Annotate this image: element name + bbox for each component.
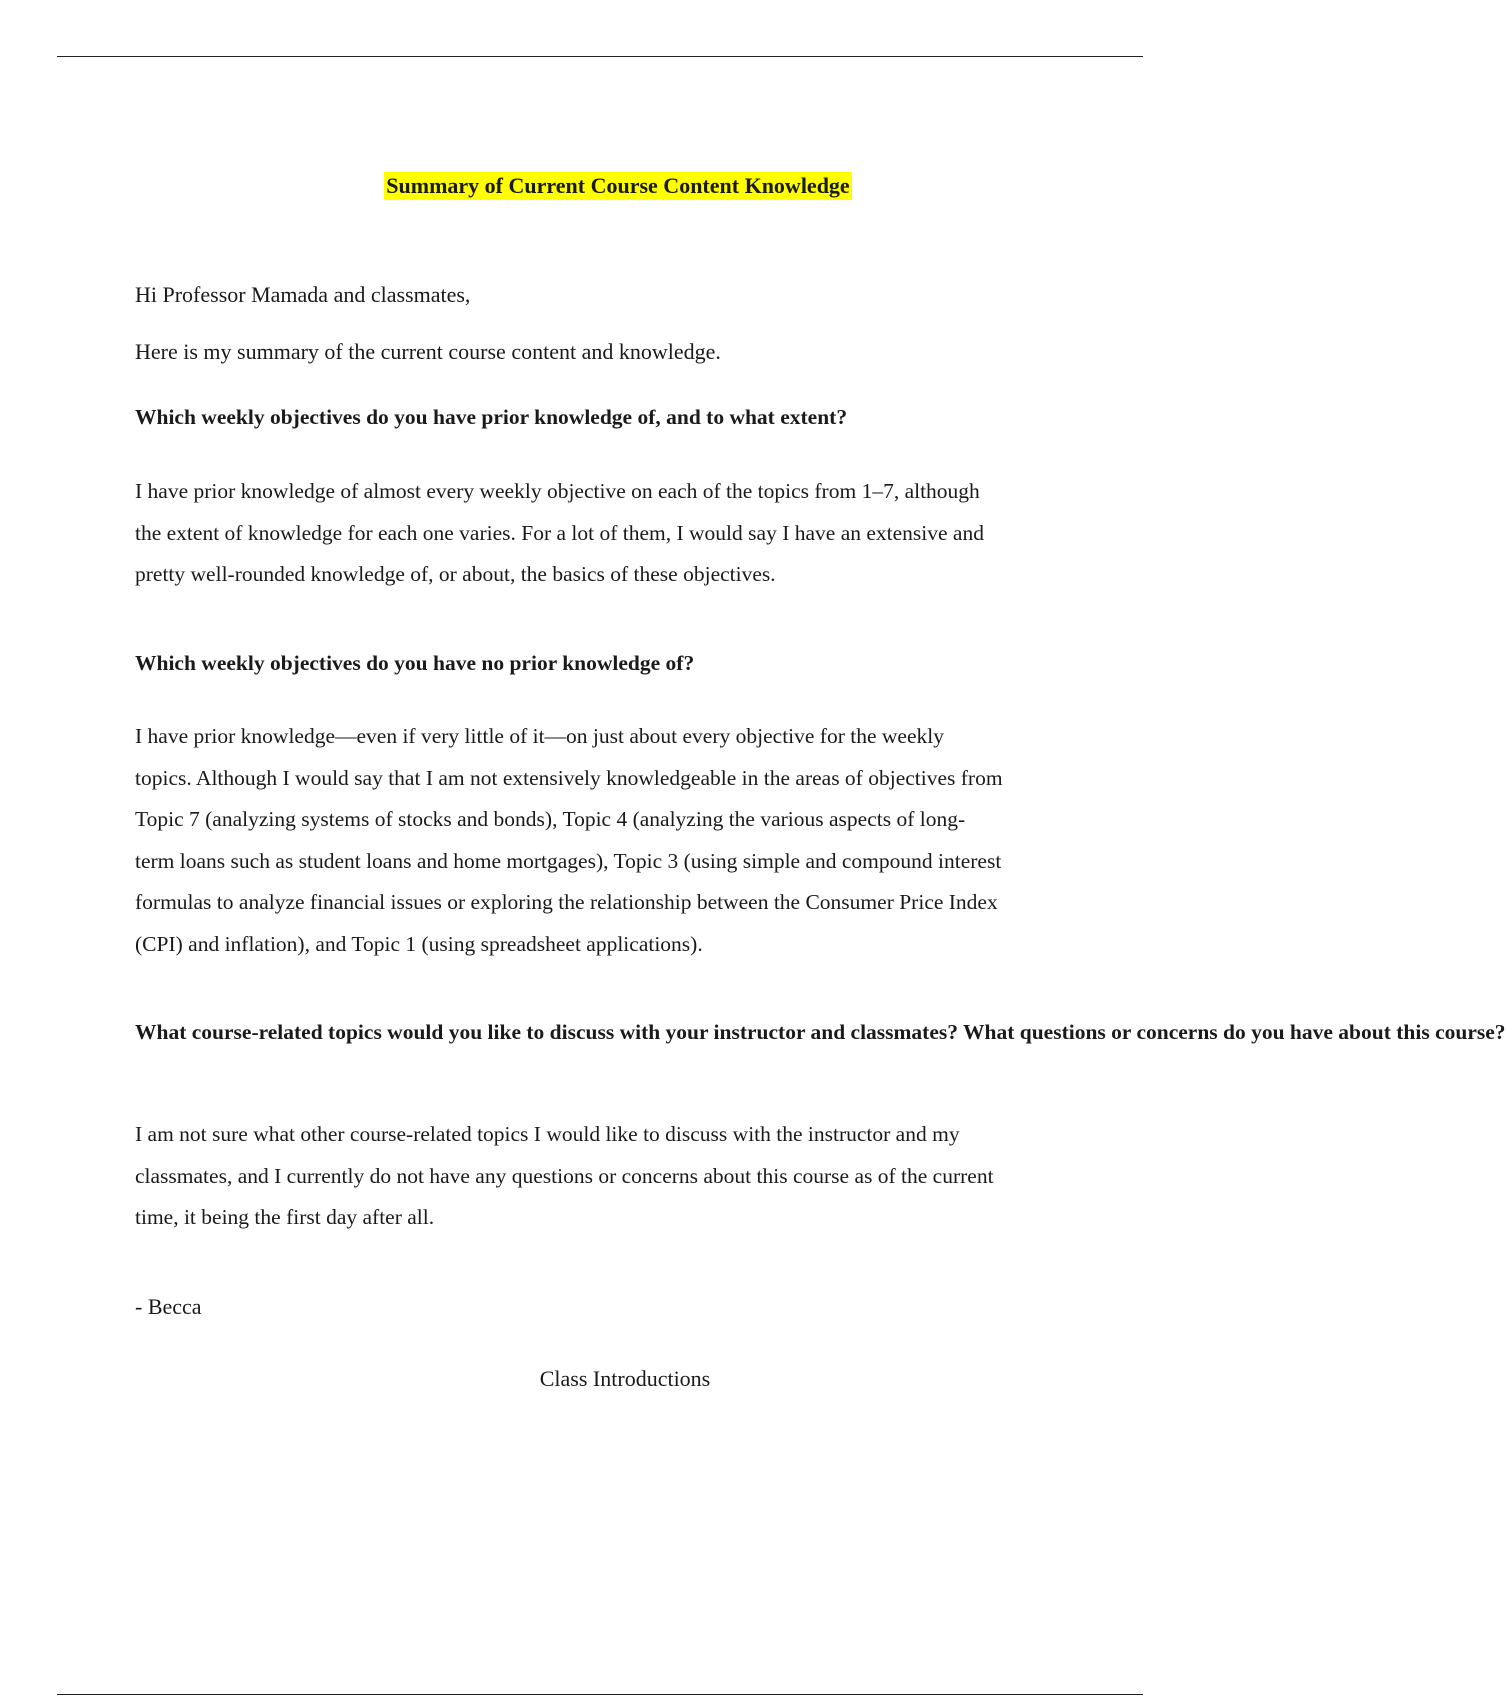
answer-line: pretty well-rounded knowledge of, or about, the basics of these objectives. [135,562,776,586]
answer-line: I have prior knowledge—even if very little of it—on just about every objective for the weekly [135,724,944,748]
top-rule [57,56,1143,57]
question-line: What questions or concerns do you have about this course? [963,1020,1506,1044]
question-topics-and-concerns [135,1018,1506,1046]
question-line: Which weekly objectives do you have no prior knowledge of? [135,651,695,675]
signature: - Becca [135,1294,202,1319]
answer-line: (CPI) and inflation), and Topic 1 (using spreadsheet applications). [135,931,703,956]
answer-line: time, it being the first day after all. [135,1205,435,1229]
footer-label: Class Introductions [539,1366,711,1391]
question-prior-knowledge [135,403,847,431]
answer-no-prior-knowledge [135,716,1003,965]
answer-prior-knowledge [135,471,984,596]
question-line: Which weekly objectives do you have prior knowledge of, and to what extent? [135,405,848,429]
answer-line: term loans such as student loans and home mortgages), Topic 3 (using simple and compound interest [135,848,1002,873]
answer-topics-and-concerns [135,1114,994,1239]
question-line: What course-related topics would you like to discuss with your instructor and classmates? [135,1020,959,1044]
title-wrapper [0,172,1236,200]
answer-line: Topic 7 (analyzing systems of stocks and bonds), Topic 4 (analyzing the various aspects of long- [135,807,966,831]
intro-text: Here is my summary of the current course content and knowledge. [135,339,721,364]
bottom-rule [57,1694,1143,1695]
answer-line: formulas to analyze financial issues or exploring the relationship between the Consumer Price Index [135,890,998,914]
answer-line: classmates, and I currently do not have any questions or concerns about this course as of the current [135,1163,994,1188]
greeting: Hi Professor Mamada and classmates, [135,282,471,307]
page-title: Summary of Current Course Content Knowledge [386,173,850,198]
answer-line: I have prior knowledge of almost every weekly objective on each of the topics from 1–7, although [135,479,980,503]
question-no-prior-knowledge [135,649,694,677]
answer-line: topics. Although I would say that I am not extensively knowledgeable in the areas of objectives from [135,765,1003,790]
answer-line: the extent of knowledge for each one varies. For a lot of them, I would say I have an extensive and [135,520,984,545]
answer-line: I am not sure what other course-related topics I would like to discuss with the instructor and my [135,1122,960,1146]
